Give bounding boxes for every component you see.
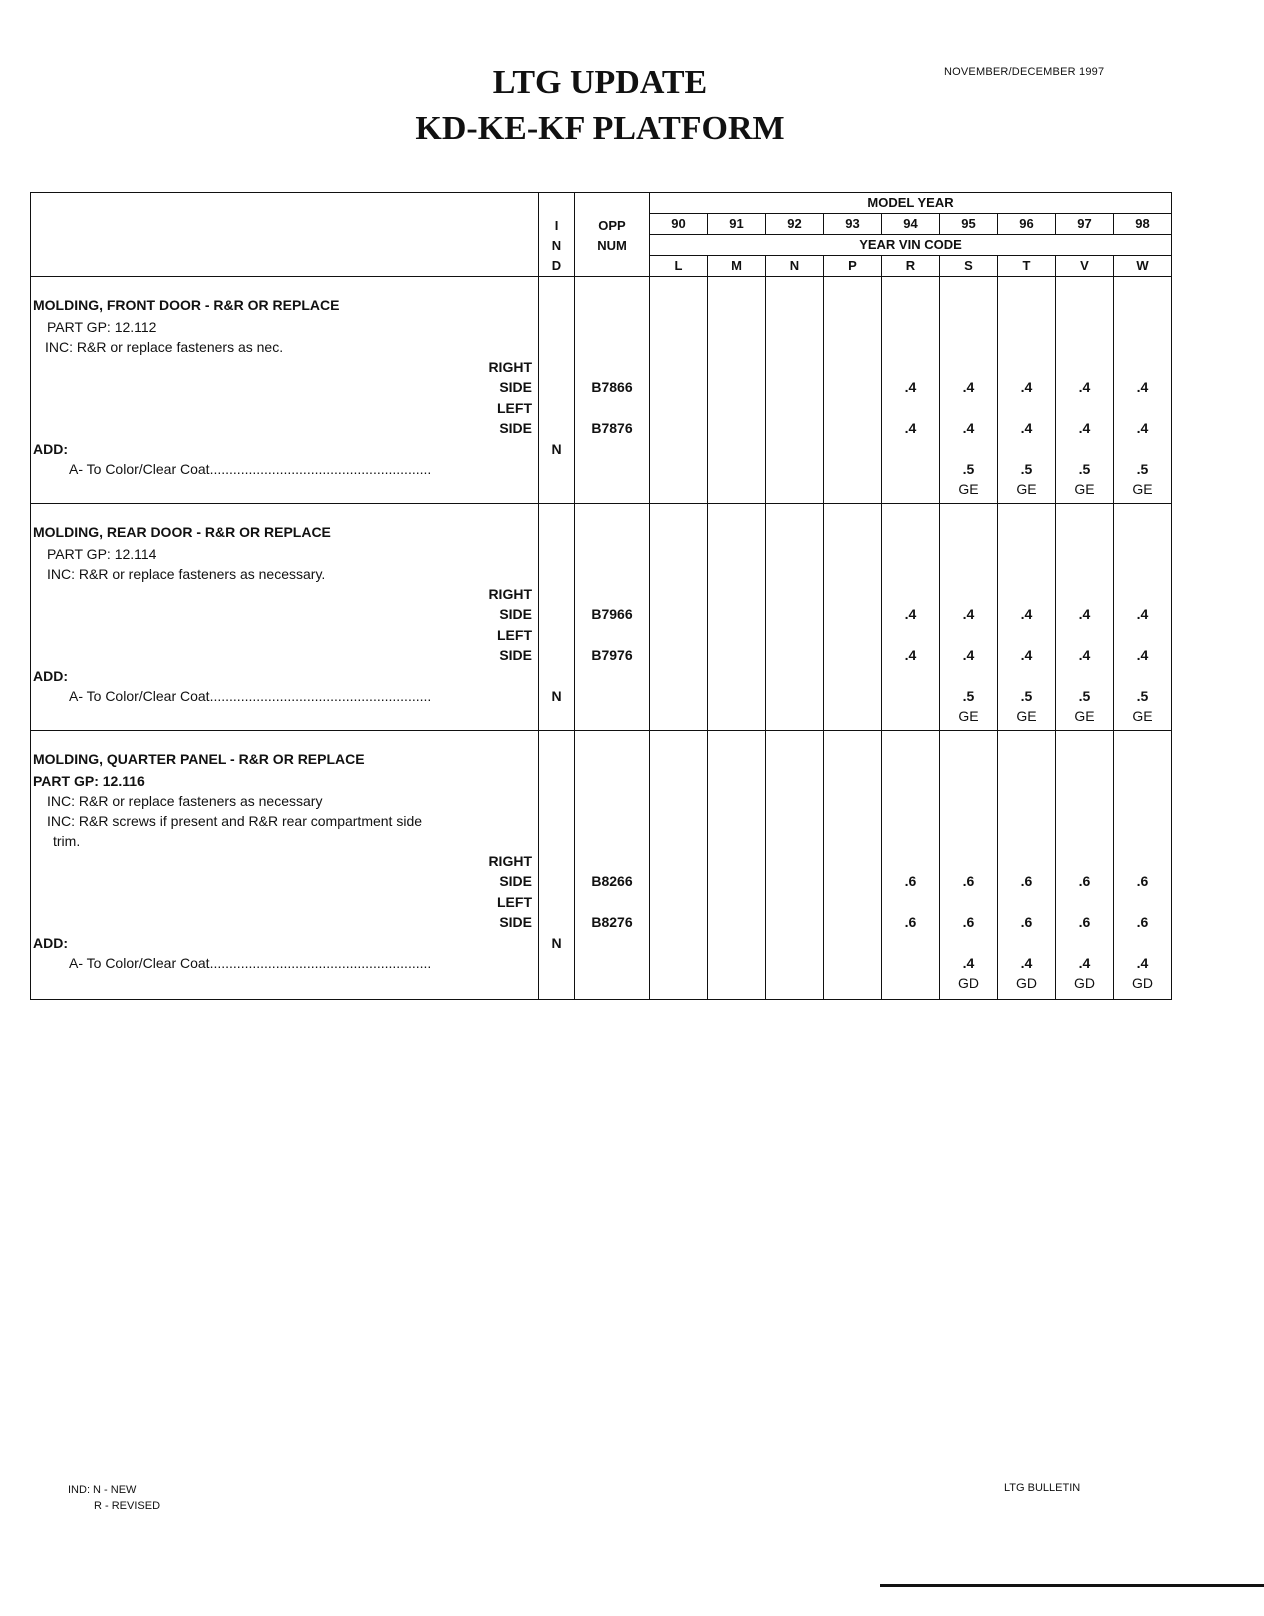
left-time-value: .6 <box>1136 914 1149 930</box>
left-time-value: .4 <box>1136 420 1149 436</box>
vin-code-cell: R <box>882 256 940 277</box>
time-box <box>1114 731 1171 999</box>
opp-number-left: B7876 <box>591 420 633 436</box>
time-cell <box>766 277 824 504</box>
add-time-value: .4 <box>1020 955 1033 971</box>
time-box <box>998 504 1055 730</box>
year-cell: 93 <box>824 214 882 235</box>
opp-number-left: B7976 <box>591 647 633 663</box>
left-time-value: .4 <box>962 420 975 436</box>
right-label: RIGHT <box>488 359 532 375</box>
time-cell <box>940 731 998 1000</box>
add-label: ADD: <box>33 668 68 684</box>
time-box <box>998 277 1055 503</box>
left-time-value: .4 <box>904 647 917 663</box>
right-time-value: .6 <box>1078 873 1091 889</box>
page-subtitle: KD-KE-KF PLATFORM <box>415 110 785 147</box>
labor-time-table <box>30 192 1172 1000</box>
opp-number-right: B7866 <box>591 379 633 395</box>
time-box <box>1056 731 1113 999</box>
vin-code-cell: N <box>766 256 824 277</box>
left-time-value: .6 <box>1020 914 1033 930</box>
time-box <box>998 731 1055 999</box>
time-box <box>824 731 881 999</box>
time-cell <box>998 731 1056 1000</box>
opp-cell <box>575 504 650 731</box>
time-box <box>824 277 881 503</box>
refinish-code: GE <box>958 708 979 724</box>
add-time-value: .5 <box>1078 461 1091 477</box>
refinish-code: GE <box>1074 481 1095 497</box>
add-item: A- To Color/Clear Coat......................................................... <box>69 461 432 477</box>
time-box <box>882 504 939 730</box>
add-time-value: .5 <box>1020 688 1033 704</box>
add-item: A- To Color/Clear Coat......................................................... <box>69 955 432 971</box>
ind-box <box>539 504 574 730</box>
right-label: RIGHT <box>488 853 532 869</box>
left-time-value: .6 <box>962 914 975 930</box>
time-box <box>708 504 765 730</box>
refinish-code: GE <box>1132 708 1153 724</box>
year-cell: 92 <box>766 214 824 235</box>
vin-code-cell: L <box>650 256 708 277</box>
add-label: ADD: <box>33 441 68 457</box>
refinish-code: GE <box>958 481 979 497</box>
add-time-value: .5 <box>1020 461 1033 477</box>
time-cell <box>1114 504 1172 731</box>
time-cell <box>940 504 998 731</box>
time-cell <box>940 277 998 504</box>
time-box <box>882 731 939 999</box>
time-cell <box>650 504 708 731</box>
time-box <box>940 277 997 503</box>
add-time-value: .4 <box>1136 955 1149 971</box>
add-time-value: .5 <box>962 461 975 477</box>
operation-section <box>31 277 1172 504</box>
vin-code-cell: T <box>998 256 1056 277</box>
included-operation: INC: R&R screws if present and R&R rear compartment side <box>47 813 423 829</box>
refinish-code: GE <box>1016 481 1037 497</box>
opp-box <box>575 504 649 730</box>
add-time-value: .5 <box>962 688 975 704</box>
add-time-value: .4 <box>962 955 975 971</box>
year-cell: 98 <box>1114 214 1172 235</box>
part-group: PART GP: 12.116 <box>33 773 145 789</box>
left-label: LEFT <box>497 400 532 416</box>
description-box <box>31 277 538 503</box>
refinish-code: GD <box>1016 975 1037 991</box>
right-time-value: .6 <box>1136 873 1149 889</box>
left-time-value: .4 <box>904 420 917 436</box>
side-label: SIDE <box>499 647 532 663</box>
left-time-value: .4 <box>1078 647 1091 663</box>
time-box <box>1114 277 1171 503</box>
add-label: ADD: <box>33 935 68 951</box>
right-label: RIGHT <box>488 586 532 602</box>
refinish-code: GE <box>1016 708 1037 724</box>
year-cell: 95 <box>940 214 998 235</box>
ind-box <box>539 277 574 503</box>
time-cell <box>766 731 824 1000</box>
right-time-value: .6 <box>962 873 975 889</box>
right-time-value: .6 <box>904 873 917 889</box>
time-box <box>1114 504 1171 730</box>
page-title: LTG UPDATE <box>492 64 708 101</box>
opp-header: OPP NUM <box>575 193 650 277</box>
time-box <box>1056 277 1113 503</box>
part-group: PART GP: 12.112 <box>47 319 157 335</box>
vin-code-cell: P <box>824 256 882 277</box>
side-label: SIDE <box>499 873 532 889</box>
time-box <box>824 504 881 730</box>
bulletin-label: LTG BULLETIN <box>1004 1482 1081 1494</box>
opp-number-left: B8276 <box>591 914 633 930</box>
year-cell: 96 <box>998 214 1056 235</box>
bottom-rule <box>880 1584 1264 1587</box>
ind-box <box>539 731 574 999</box>
year-cell: 91 <box>708 214 766 235</box>
add-time-value: .4 <box>1078 955 1091 971</box>
vin-code-cell: V <box>1056 256 1114 277</box>
time-box <box>766 504 823 730</box>
operation-title: MOLDING, FRONT DOOR - R&R OR REPLACE <box>33 297 340 313</box>
side-label: SIDE <box>499 914 532 930</box>
left-time-value: .4 <box>1020 647 1033 663</box>
year-cell: 90 <box>650 214 708 235</box>
ind-cell <box>539 277 575 504</box>
add-time-value: .5 <box>1078 688 1091 704</box>
ind-legend-revised: R - REVISED <box>94 1500 161 1512</box>
included-operation: INC: R&R or replace fasteners as necessary. <box>47 566 326 582</box>
time-cell <box>882 277 940 504</box>
left-time-value: .4 <box>1136 647 1149 663</box>
time-box <box>940 504 997 730</box>
add-time-value: .5 <box>1136 688 1149 704</box>
time-box <box>940 731 997 999</box>
opp-box <box>575 731 649 999</box>
time-box <box>882 277 939 503</box>
left-time-value: .4 <box>1020 420 1033 436</box>
time-box <box>708 277 765 503</box>
right-time-value: .4 <box>962 606 975 622</box>
time-cell <box>1056 277 1114 504</box>
add-time-value: .5 <box>1136 461 1149 477</box>
side-label: SIDE <box>499 606 532 622</box>
part-group: PART GP: 12.114 <box>47 546 157 562</box>
included-operation: trim. <box>53 833 81 849</box>
opp-cell <box>575 731 650 1000</box>
time-cell <box>882 504 940 731</box>
year-cell: 97 <box>1056 214 1114 235</box>
ind-flag: N <box>551 688 562 704</box>
issue-date: NOVEMBER/DECEMBER 1997 <box>944 66 1105 78</box>
vin-code-cell: M <box>708 256 766 277</box>
right-time-value: .4 <box>962 379 975 395</box>
operation-section <box>31 504 1172 731</box>
left-time-value: .6 <box>1078 914 1091 930</box>
time-box <box>766 731 823 999</box>
operation-title: MOLDING, REAR DOOR - R&R OR REPLACE <box>33 524 331 540</box>
time-box <box>650 504 707 730</box>
vin-code-header: YEAR VIN CODE <box>650 235 1172 256</box>
right-time-value: .4 <box>1078 379 1091 395</box>
included-operation: INC: R&R or replace fasteners as necessary <box>47 793 323 809</box>
year-cell: 94 <box>882 214 940 235</box>
operation-section <box>31 731 1172 1000</box>
left-time-value: .4 <box>1078 420 1091 436</box>
time-cell <box>1114 731 1172 1000</box>
refinish-code: GD <box>1074 975 1095 991</box>
right-time-value: .4 <box>1020 606 1033 622</box>
side-label: SIDE <box>499 379 532 395</box>
description-cell <box>31 277 539 504</box>
description-box <box>31 504 538 730</box>
refinish-code: GD <box>1132 975 1153 991</box>
opp-cell <box>575 277 650 504</box>
time-box <box>1056 504 1113 730</box>
model-year-header: MODEL YEAR <box>650 193 1172 214</box>
refinish-code: GE <box>1074 708 1095 724</box>
ind-cell <box>539 731 575 1000</box>
time-box <box>708 731 765 999</box>
description-cell <box>31 731 539 1000</box>
time-cell <box>824 277 882 504</box>
add-item: A- To Color/Clear Coat......................................................... <box>69 688 432 704</box>
time-cell <box>650 277 708 504</box>
opp-number-right: B7966 <box>591 606 633 622</box>
time-cell <box>1056 504 1114 731</box>
time-cell <box>1114 277 1172 504</box>
time-cell <box>998 504 1056 731</box>
time-box <box>650 731 707 999</box>
description-box <box>31 731 538 999</box>
ind-header: I N D <box>539 193 575 277</box>
ind-flag: N <box>551 935 562 951</box>
time-box <box>650 277 707 503</box>
operation-title: MOLDING, QUARTER PANEL - R&R OR REPLACE <box>33 751 365 767</box>
left-time-value: .6 <box>904 914 917 930</box>
time-cell <box>650 731 708 1000</box>
time-box <box>766 277 823 503</box>
refinish-code: GD <box>958 975 979 991</box>
time-cell <box>998 277 1056 504</box>
time-cell <box>882 731 940 1000</box>
ind-cell <box>539 504 575 731</box>
time-cell <box>708 277 766 504</box>
time-cell <box>1056 731 1114 1000</box>
right-time-value: .4 <box>1136 606 1149 622</box>
time-cell <box>824 731 882 1000</box>
side-label: SIDE <box>499 420 532 436</box>
description-cell <box>31 504 539 731</box>
right-time-value: .4 <box>1136 379 1149 395</box>
right-time-value: .4 <box>904 379 917 395</box>
ind-flag: N <box>551 441 562 457</box>
vin-code-cell: S <box>940 256 998 277</box>
left-time-value: .4 <box>962 647 975 663</box>
left-label: LEFT <box>497 627 532 643</box>
right-time-value: .4 <box>1078 606 1091 622</box>
right-time-value: .6 <box>1020 873 1033 889</box>
time-cell <box>708 504 766 731</box>
time-cell <box>766 504 824 731</box>
ind-legend-new: IND: N - NEW <box>68 1484 137 1496</box>
description-header <box>31 193 539 277</box>
opp-number-right: B8266 <box>591 873 633 889</box>
right-time-value: .4 <box>1020 379 1033 395</box>
included-operation: INC: R&R or replace fasteners as nec. <box>45 339 284 355</box>
vin-code-cell: W <box>1114 256 1172 277</box>
time-cell <box>824 504 882 731</box>
refinish-code: GE <box>1132 481 1153 497</box>
left-label: LEFT <box>497 894 532 910</box>
time-cell <box>708 731 766 1000</box>
opp-box <box>575 277 649 503</box>
right-time-value: .4 <box>904 606 917 622</box>
